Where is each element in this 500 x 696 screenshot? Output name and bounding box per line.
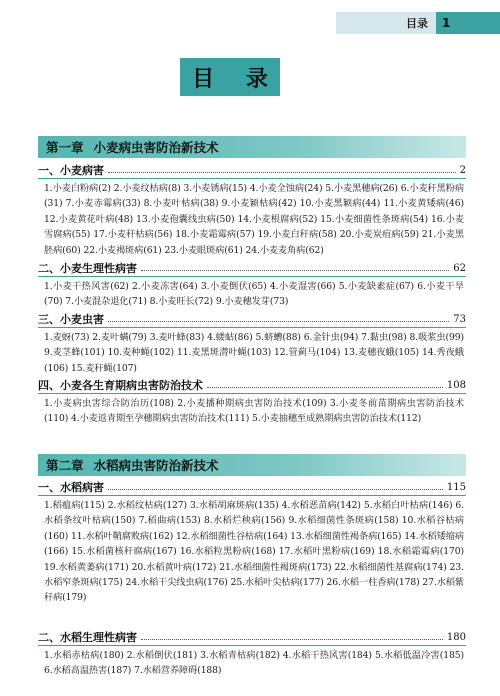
section-rule: [38, 327, 466, 328]
section-rule: [38, 178, 466, 179]
section-heading: [38, 311, 466, 327]
section-rule: [38, 495, 466, 496]
section-title: 二、水稻生理性病害: [38, 631, 137, 644]
header-label: 目录: [336, 12, 436, 34]
chapter-heading-2: [38, 454, 466, 476]
section-rule: [38, 393, 466, 394]
chapter-number: 第一章: [46, 140, 84, 155]
section-title: 一、水稻病害: [38, 481, 104, 494]
entry-list: 1.小麦病虫害综合防治历(108) 2.小麦播种期病虫害防治技术(109) 3.小麦冬前苗期病虫害防治技术(110) 4.小麦返青期至孕穗期病虫害防治技术(111) 5.小麦抽穗至成熟期病虫害防治技术(112): [44, 398, 464, 425]
section-heading: [38, 479, 466, 495]
leader-dots: [108, 172, 456, 173]
section-page: 180: [446, 631, 466, 643]
section-title: 四、小麦各生育期病虫害防治技术: [38, 379, 203, 392]
entry-list: 1.小麦白粉病(2) 2.小麦纹枯病(8) 3.小麦锈病(15) 4.小麦全蚀病(24) 5.小麦黑穗病(26) 6.小麦秆黑粉病(31) 7.小麦赤霉病(33) 8.小麦叶枯病(38) 9.小麦颖枯病(42) 10.小麦黑颖病(44) 11.小麦黄矮病(46) 12.小麦黄花叶病(48) 13.小麦孢囊线虫病(50) 14.小麦根腐病(52) 15.小麦细菌性条斑病(54) 16.小麦雪腐病(55) 17.小麦秆枯病(56) 18.小麦霜霉病(57) 19.小麦白秆病(58) 20.小麦炭疽病(59) 21.小麦黑胚病(60) 22.小麦褐斑病(61) 23.小麦眼斑病(61) 24.小麦麦角病(62): [44, 183, 464, 256]
entry-list: 1.麦蚜(73) 2.麦叶螨(79) 3.麦叶蜂(83) 4.蝼蛄(86) 5.蛴螬(88) 6.金针虫(94) 7.黏虫(98) 8.吸浆虫(99) 9.麦茎蜂(101) 10.麦种蝇(102) 11.麦黑斑潜叶蝇(103) 12.管蓟马(104) 13.麦穗夜蛾(105) 14.秀夜蛾(106) 15.麦秆蝇(107): [44, 332, 464, 374]
leader-dots: [108, 321, 449, 322]
page-title: 目 录: [180, 58, 280, 96]
section-page: 115: [446, 481, 466, 493]
section-title: 二、小麦生理性病害: [38, 262, 137, 275]
section-title: 三、小麦虫害: [38, 313, 104, 326]
running-header: [336, 12, 500, 34]
section-rule: [38, 645, 466, 646]
leader-dots: [141, 270, 449, 271]
leader-dots: [108, 489, 443, 490]
section-heading: [38, 629, 466, 645]
section-page: 108: [446, 379, 466, 391]
chapter-heading-1: [38, 136, 466, 158]
chapter-number: 第二章: [46, 458, 84, 473]
section-heading: [38, 260, 466, 276]
chapter-title: 小麦病虫害防治新技术: [93, 140, 219, 155]
section-heading: [38, 162, 466, 178]
entry-list: 1.小麦干热风害(62) 2.小麦冻害(64) 3.小麦倒伏(65) 4.小麦湿害(66) 5.小麦缺素症(67) 6.小麦干旱(70) 7.小麦混杂退化(71) 8.小麦旺长(72) 9.小麦穗发芽(73): [44, 281, 464, 308]
entry-list: 1.稻瘟病(115) 2.水稻纹枯病(127) 3.水稻胡麻斑病(135) 4.水稻恶苗病(142) 5.水稻白叶枯病(146) 6.水稻条纹叶枯病(150) 7.稻曲病(153) 8.水稻烂秧病(156) 9.水稻细菌性条斑病(158) 10.水稻谷枯病(160) 11.水稻叶鞘腐败病(162) 12.水稻细菌性谷枯病(164) 13.水稻细菌性褐条病(165) 14.水稻矮缩病(166) 15.水稻菌核秆腐病(167) 16.水稻粒黑粉病(168) 17.水稻叶黑粉病(169) 18.水稻霜霉病(170) 19.水稻黄萎病(171) 20.水稻黄叶病(172) 21.水稻细菌性褐斑病(173) 22.水稻细菌性基腐病(174) 23.水稻窄条斑病(175) 24.水稻干尖线虫病(176) 25.水稻叶尖枯病(177) 26.水稻一柱香病(178) 27.水稻紫秆病(179): [44, 500, 464, 604]
entry-list: 1.水稻赤枯病(180) 2.水稻倒伏(181) 3.水稻青枯病(182) 4.水稻干热风害(184) 5.水稻低温冷害(185) 6.水稻高温热害(187) 7.水稻营养障碍(188): [44, 650, 464, 677]
chapter-title: 水稻病虫害防治新技术: [93, 458, 219, 473]
leader-dots: [141, 639, 443, 640]
section-page: 2: [459, 164, 466, 176]
section-page: 62: [453, 262, 466, 274]
page-number: 1: [436, 12, 500, 34]
leader-dots: [207, 387, 443, 388]
section-rule: [38, 276, 466, 277]
section-title: 一、小麦病害: [38, 164, 104, 177]
section-page: 73: [453, 313, 466, 325]
section-heading: [38, 377, 466, 393]
